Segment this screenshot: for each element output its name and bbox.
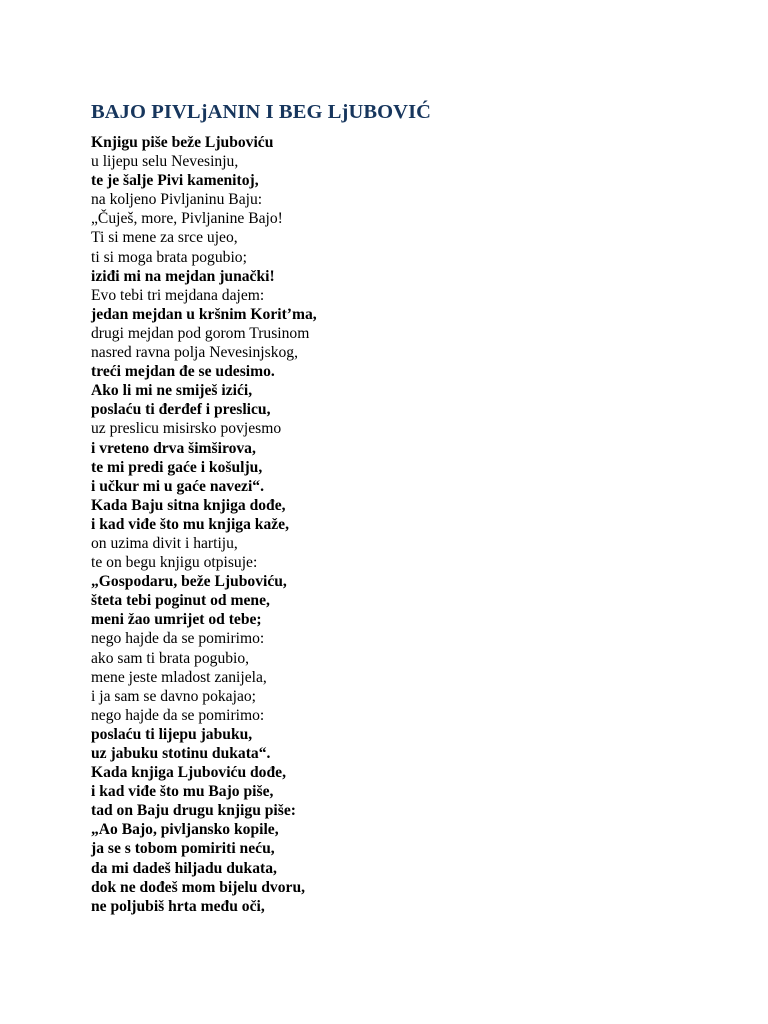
poem-line: Kada knjiga Ljuboviću dođe, (91, 764, 286, 782)
poem-line: i vreteno drva šimširova, (91, 439, 256, 457)
poem-line: tad on Baju drugu knjigu piše: (91, 802, 296, 820)
poem-line: nasred ravna polja Nevesinjskog, (91, 344, 298, 362)
poem-title: BAJO PIVLjANIN I BEG LjUBOVIĆ (91, 101, 432, 123)
poem-line: nego hajde da se pomirimo: (91, 630, 265, 648)
poem-line: Ti si mene za srce ujeo, (91, 229, 238, 247)
poem-line: treći mejdan đe se udesimo. (91, 363, 275, 381)
poem-line: da mi dadeš hiljadu dukata, (91, 859, 277, 877)
poem-line: poslaću ti lijepu jabuku, (91, 725, 253, 743)
poem-line: „Ao Bajo, pivljansko kopile, (91, 821, 279, 839)
poem-line: ti si moga brata pogubio; (91, 248, 247, 266)
poem-line: Evo tebi tri mejdana dajem: (91, 286, 265, 304)
poem-line: dok ne dođeš mom bijelu dvoru, (91, 878, 306, 896)
poem-line: Ako li mi ne smiješ izići, (91, 382, 253, 400)
poem-line: i učkur mi u gaće navezi“. (91, 477, 264, 495)
poem-line: i kad viđe što mu knjiga kaže, (91, 515, 289, 533)
poem-line: i ja sam se davno pokajao; (91, 687, 256, 705)
poem-line: u lijepu selu Nevesinju, (91, 153, 239, 171)
poem-line: ja se s tobom pomiriti neću, (91, 840, 275, 858)
poem-line: šteta tebi poginut od mene, (91, 592, 270, 610)
poem-line: meni žao umrijet od tebe; (91, 611, 262, 629)
poem-line: te mi predi gaće i košulju, (91, 458, 263, 476)
poem-body (91, 133, 711, 916)
poem-line: i kad viđe što mu Bajo piše, (91, 783, 274, 801)
poem-line: jedan mejdan u kršnim Korit’ma, (91, 305, 317, 323)
poem-line: na koljeno Pivljaninu Baju: (91, 191, 263, 209)
poem-line: te je šalje Pivi kamenitoj, (91, 172, 259, 190)
poem-line: iziđi mi na mejdan junački! (91, 267, 275, 285)
poem-line: poslaću ti đerđef i preslicu, (91, 401, 271, 419)
poem-line: uz preslicu misirsko povjesmo (91, 420, 282, 438)
poem-line: drugi mejdan pod gorom Trusinom (91, 324, 310, 342)
poem-line: on uzima divit i hartiju, (91, 534, 238, 552)
poem-line: ne poljubiš hrta među oči, (91, 897, 265, 915)
poem-line: nego hajde da se pomirimo: (91, 706, 265, 724)
poem-line: Kada Baju sitna knjiga dođe, (91, 496, 286, 514)
poem-line: „Gospodaru, beže Ljuboviću, (91, 573, 287, 591)
poem-line: te on begu knjigu otpisuje: (91, 554, 258, 572)
poem-line: uz jabuku stotinu dukata“. (91, 745, 271, 762)
poem-line: „Čuješ, more, Pivljanine Bajo! (91, 210, 283, 228)
poem-line: mene jeste mladost zanijela, (91, 668, 267, 686)
poem-line: Knjigu piše beže Ljuboviću (91, 134, 274, 151)
poem-line: ako sam ti brata pogubio, (91, 649, 250, 667)
